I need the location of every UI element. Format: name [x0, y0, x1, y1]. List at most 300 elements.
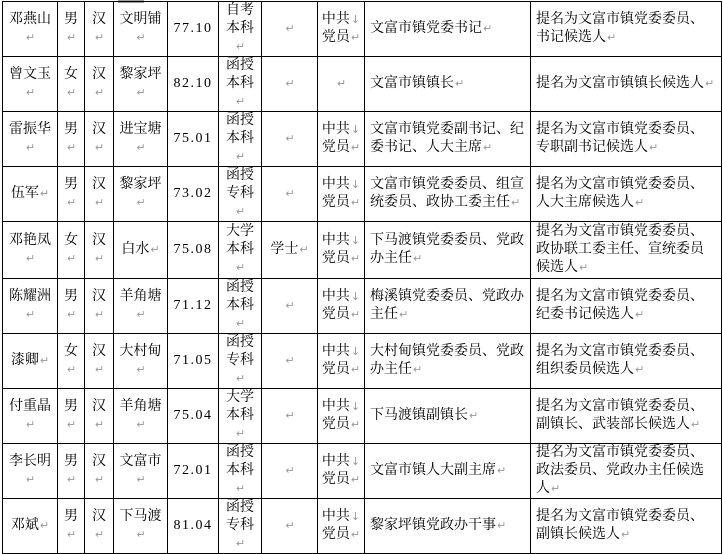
position-cell-text: 下马渡镇党委委员、党政办主任	[370, 233, 524, 266]
nomination-cell-text: 提名为文富市镇党委委员、政法委员、党政办主任候选人	[536, 445, 704, 496]
degree-cell[interactable]	[262, 279, 318, 334]
position-cell-text: 文富市镇人大副主席	[370, 463, 496, 478]
score-cell[interactable]	[168, 389, 219, 444]
birthplace-cell[interactable]	[114, 444, 168, 499]
birthplace-cell-text: 羊角塘	[119, 399, 162, 414]
cell-end-mark: ↵	[136, 528, 146, 541]
education-cell-line: 函授	[226, 58, 254, 73]
party-cell-line: 中共	[321, 12, 350, 27]
party-cell[interactable]	[318, 57, 365, 112]
cell-end-mark: ↵	[25, 31, 36, 44]
gender-cell-text: 女	[64, 67, 78, 82]
cell-end-mark: ↵	[66, 86, 77, 99]
ethnicity-cell[interactable]	[85, 389, 114, 444]
personnel-table	[2, 1, 722, 554]
position-cell-text: 梅溪镇党委委员、党政办主任	[370, 289, 524, 322]
cell-end-mark: ↵	[94, 528, 105, 541]
name-cell[interactable]	[3, 279, 58, 334]
cell-end-mark: ↵	[285, 464, 295, 477]
cell-end-mark: ↵	[413, 252, 423, 265]
cell-end-mark: ↵	[551, 482, 561, 495]
ethnicity-cell[interactable]	[85, 222, 114, 279]
cell-end-mark: ↵	[285, 519, 295, 532]
cell-end-mark: ↵	[25, 473, 36, 486]
party-cell-line: 党员	[321, 472, 350, 487]
party-cell-line: 党员	[321, 251, 350, 266]
cell-end-mark: ↵	[235, 205, 246, 218]
position-cell-text: 下马渡镇副镇长	[370, 408, 468, 423]
party-cell[interactable]	[318, 389, 365, 444]
ethnicity-cell-text: 汉	[92, 122, 106, 137]
education-cell[interactable]	[219, 57, 262, 112]
table-row	[3, 112, 722, 167]
position-cell[interactable]	[365, 334, 531, 389]
degree-cell[interactable]	[262, 2, 318, 57]
ethnicity-cell[interactable]	[85, 334, 114, 389]
line-break-mark: ↓	[350, 123, 361, 136]
nomination-cell[interactable]	[531, 222, 722, 279]
education-cell[interactable]	[219, 112, 262, 167]
degree-cell[interactable]	[262, 389, 318, 444]
score-cell-text: 71.05	[173, 353, 213, 368]
cell-end-mark: ↵	[607, 31, 617, 44]
name-cell[interactable]	[3, 444, 58, 499]
position-cell-text: 文富市镇镇长	[370, 76, 454, 91]
name-cell[interactable]	[3, 389, 58, 444]
cell-end-mark: ↵	[94, 308, 105, 321]
education-cell[interactable]	[219, 167, 262, 222]
nomination-cell-text: 提名为文富市镇党委委员、组织委员候选人	[536, 344, 704, 377]
gender-cell-text: 男	[64, 509, 78, 524]
cell-end-mark: ↵	[66, 31, 77, 44]
cell-end-mark: ↵	[621, 528, 631, 541]
name-cell-text: 曾文玉	[9, 67, 51, 82]
education-cell-line: 函授	[226, 168, 254, 183]
cell-end-mark: ↵	[235, 427, 246, 440]
cell-end-mark: ↵	[350, 363, 361, 376]
line-break-mark: ↓	[350, 455, 361, 468]
degree-cell[interactable]	[262, 57, 318, 112]
position-cell[interactable]	[365, 167, 531, 222]
name-cell[interactable]	[3, 334, 58, 389]
name-cell-text: 雷振华	[9, 122, 51, 137]
position-cell[interactable]	[365, 279, 531, 334]
party-cell-line: 党员	[321, 30, 350, 45]
cell-end-mark: ↵	[350, 31, 361, 44]
name-cell-text: 付重晶	[9, 399, 51, 414]
education-cell[interactable]	[219, 389, 262, 444]
name-cell-text: 陈耀洲	[9, 289, 51, 304]
gender-cell-text: 男	[64, 399, 78, 414]
party-cell-line: 中共	[321, 509, 350, 524]
line-break-mark: ↓	[350, 345, 361, 358]
name-cell-text: 邓斌	[10, 518, 39, 533]
nomination-cell-text: 提名为文富市镇党委委员、纪委书记候选人	[536, 289, 704, 322]
cell-end-mark: ↵	[649, 141, 659, 154]
score-cell[interactable]	[168, 499, 219, 554]
cell-end-mark: ↵	[455, 77, 465, 90]
cell-end-mark: ↵	[483, 141, 493, 154]
cell-end-mark: ↵	[39, 187, 50, 200]
cell-end-mark: ↵	[235, 150, 246, 163]
birthplace-cell-text: 黎家坪	[119, 67, 162, 82]
position-cell-text: 文富市镇党委副书记、纪委书记、人大主席	[370, 122, 524, 155]
birthplace-cell[interactable]	[114, 499, 168, 554]
ethnicity-cell-text: 汉	[92, 454, 106, 469]
score-cell-text: 81.04	[173, 518, 213, 533]
cell-end-mark: ↵	[66, 528, 77, 541]
score-cell[interactable]	[168, 112, 219, 167]
party-cell[interactable]	[318, 279, 365, 334]
education-cell-line: 专科	[226, 518, 254, 533]
cell-end-mark: ↵	[94, 141, 105, 154]
party-cell-line: 党员	[321, 140, 350, 155]
name-cell[interactable]	[3, 2, 58, 57]
birthplace-cell-text: 文富市	[119, 454, 162, 469]
ethnicity-cell-text: 汉	[92, 12, 106, 27]
cell-end-mark: ↵	[399, 308, 409, 321]
party-cell[interactable]	[318, 112, 365, 167]
gender-cell-text: 男	[64, 454, 78, 469]
education-cell[interactable]	[219, 2, 262, 57]
table-row	[3, 499, 722, 554]
table-row	[3, 444, 722, 499]
education-cell-line: 自考	[226, 3, 254, 18]
name-cell[interactable]	[3, 57, 58, 112]
education-cell-line: 本科	[226, 463, 254, 478]
gender-cell[interactable]	[58, 444, 85, 499]
table-row	[3, 2, 722, 57]
gender-cell[interactable]	[58, 57, 85, 112]
cell-end-mark: ↵	[235, 261, 246, 274]
name-cell-text: 伍军	[10, 186, 39, 201]
score-cell[interactable]	[168, 279, 219, 334]
birthplace-cell[interactable]	[114, 167, 168, 222]
name-cell[interactable]	[3, 499, 58, 554]
score-cell-text: 72.01	[173, 463, 213, 478]
ethnicity-cell[interactable]	[85, 112, 114, 167]
cell-end-mark: ↵	[350, 252, 361, 265]
table-row	[3, 167, 722, 222]
education-cell-line: 函授	[226, 280, 254, 295]
party-cell-line: 中共	[321, 177, 350, 192]
cell-end-mark: ↵	[235, 482, 246, 495]
cell-end-mark: ↵	[94, 418, 105, 431]
party-cell-line: 中共	[321, 289, 350, 304]
birthplace-cell-text: 大村甸	[119, 344, 162, 359]
cell-end-mark: ↵	[66, 141, 77, 154]
nomination-cell-text: 提名为文富市镇党委委员、副镇长、武装部长候选人	[536, 399, 704, 432]
line-break-mark: ↓	[350, 13, 361, 26]
cell-end-mark: ↵	[299, 243, 309, 256]
cell-end-mark: ↵	[336, 77, 347, 90]
cell-end-mark: ↵	[39, 354, 50, 367]
cell-end-mark: ↵	[66, 308, 77, 321]
table-row	[3, 389, 722, 444]
cell-end-mark: ↵	[705, 77, 715, 90]
education-cell-line: 本科	[226, 21, 254, 36]
cell-end-mark: ↵	[136, 418, 146, 431]
gender-cell-text: 男	[64, 177, 78, 192]
position-cell[interactable]	[365, 222, 531, 279]
ethnicity-cell[interactable]	[85, 2, 114, 57]
name-cell-text: 邓燕山	[9, 12, 51, 27]
ethnicity-cell-text: 汉	[92, 233, 106, 248]
cell-end-mark: ↵	[66, 418, 77, 431]
score-cell[interactable]	[168, 334, 219, 389]
party-cell[interactable]	[318, 499, 365, 554]
cell-end-mark: ↵	[469, 409, 479, 422]
birthplace-cell[interactable]	[114, 389, 168, 444]
party-cell-line: 中共	[321, 344, 350, 359]
cell-end-mark: ↵	[235, 537, 246, 550]
party-cell-line: 中共	[321, 122, 350, 137]
cell-end-mark: ↵	[497, 464, 507, 477]
line-break-mark: ↓	[350, 290, 361, 303]
nomination-cell-text: 提名为文富市镇党委委员、副镇长候选人	[536, 509, 704, 542]
nomination-cell[interactable]	[531, 389, 722, 444]
cell-end-mark: ↵	[136, 196, 146, 209]
table-row	[3, 222, 722, 279]
nomination-cell[interactable]	[531, 2, 722, 57]
gender-cell[interactable]	[58, 499, 85, 554]
cell-end-mark: ↵	[497, 519, 507, 532]
nomination-cell[interactable]	[531, 167, 722, 222]
cell-end-mark: ↵	[25, 308, 36, 321]
degree-cell[interactable]	[262, 444, 318, 499]
cell-end-mark: ↵	[635, 196, 645, 209]
cell-end-mark: ↵	[136, 86, 146, 99]
name-cell[interactable]	[3, 112, 58, 167]
gender-cell[interactable]	[58, 389, 85, 444]
ethnicity-cell[interactable]	[85, 167, 114, 222]
party-cell[interactable]	[318, 167, 365, 222]
position-cell[interactable]	[365, 444, 531, 499]
party-cell[interactable]	[318, 444, 365, 499]
birthplace-cell[interactable]	[114, 334, 168, 389]
gender-cell[interactable]	[58, 112, 85, 167]
ethnicity-cell[interactable]	[85, 499, 114, 554]
nomination-cell-text: 提名为文富市镇镇长候选人	[536, 76, 704, 91]
nomination-cell[interactable]	[531, 57, 722, 112]
ethnicity-cell-text: 汉	[92, 177, 106, 192]
line-break-mark: ↓	[350, 400, 361, 413]
nomination-cell[interactable]	[531, 444, 722, 499]
score-cell[interactable]	[168, 444, 219, 499]
table-row	[3, 57, 722, 112]
table-body	[3, 2, 722, 554]
ethnicity-cell[interactable]	[85, 444, 114, 499]
position-cell[interactable]	[365, 2, 531, 57]
gender-cell-text: 男	[64, 12, 78, 27]
education-cell-line: 函授	[226, 500, 254, 515]
cell-end-mark: ↵	[235, 95, 246, 108]
nomination-cell[interactable]	[531, 334, 722, 389]
cell-end-mark: ↵	[25, 252, 36, 265]
position-cell-text: 文富市镇党委书记	[370, 21, 482, 36]
birthplace-cell[interactable]	[114, 222, 168, 279]
education-cell[interactable]	[219, 222, 262, 279]
gender-cell-text: 男	[64, 289, 78, 304]
cell-end-mark: ↵	[635, 308, 645, 321]
ethnicity-cell-text: 汉	[92, 289, 106, 304]
degree-cell[interactable]	[262, 222, 318, 279]
position-cell[interactable]	[365, 389, 531, 444]
ethnicity-cell-text: 汉	[92, 67, 106, 82]
score-cell[interactable]	[168, 222, 219, 279]
table-row	[3, 334, 722, 389]
party-cell-line: 中共	[321, 399, 350, 414]
cell-end-mark: ↵	[25, 86, 36, 99]
education-cell[interactable]	[219, 334, 262, 389]
party-cell-line: 党员	[321, 195, 350, 210]
cell-end-mark: ↵	[635, 363, 645, 376]
cell-end-mark: ↵	[285, 299, 295, 312]
table-row	[3, 279, 722, 334]
position-cell-text: 大村甸镇党委委员、党政办主任	[370, 344, 524, 377]
degree-cell-text: 学士	[270, 242, 299, 257]
party-cell-line: 党员	[321, 527, 350, 542]
score-cell-text: 73.02	[173, 186, 213, 201]
gender-cell[interactable]	[58, 2, 85, 57]
cell-end-mark: ↵	[25, 418, 36, 431]
position-cell-text: 黎家坪镇党政办干事	[370, 518, 496, 533]
score-cell-text: 75.01	[173, 131, 213, 146]
nomination-cell-text: 提名为文富市镇党委委员、政协联工委主任、宣统委员候选人	[536, 224, 704, 275]
cell-end-mark: ↵	[285, 22, 295, 35]
degree-cell[interactable]	[262, 334, 318, 389]
party-cell[interactable]	[318, 222, 365, 279]
cell-end-mark: ↵	[94, 31, 105, 44]
cell-end-mark: ↵	[350, 473, 361, 486]
cell-end-mark: ↵	[150, 243, 160, 256]
cell-end-mark: ↵	[66, 196, 77, 209]
score-cell[interactable]	[168, 57, 219, 112]
birthplace-cell-text: 下马渡	[119, 509, 162, 524]
cell-end-mark: ↵	[66, 473, 77, 486]
cell-end-mark: ↵	[94, 363, 105, 376]
gender-cell-text: 女	[64, 344, 78, 359]
education-cell-line: 专科	[226, 186, 254, 201]
cell-end-mark: ↵	[39, 519, 50, 532]
education-cell-line: 大学	[226, 390, 254, 405]
party-cell[interactable]	[318, 334, 365, 389]
cell-end-mark: ↵	[66, 252, 77, 265]
ethnicity-cell[interactable]	[85, 57, 114, 112]
gender-cell[interactable]	[58, 167, 85, 222]
cell-end-mark: ↵	[136, 31, 146, 44]
ethnicity-cell-text: 汉	[92, 509, 106, 524]
score-cell-text: 82.10	[173, 76, 213, 91]
line-break-mark: ↓	[350, 510, 361, 523]
nomination-cell-text: 提名为文富市镇党委委员、专职副书记候选人	[536, 122, 704, 155]
nomination-cell[interactable]	[531, 499, 722, 554]
cell-end-mark: ↵	[483, 22, 493, 35]
score-cell-text: 75.08	[173, 242, 213, 257]
cell-end-mark: ↵	[285, 132, 295, 145]
degree-cell[interactable]	[262, 499, 318, 554]
degree-cell[interactable]	[262, 112, 318, 167]
position-cell[interactable]	[365, 112, 531, 167]
degree-cell[interactable]	[262, 167, 318, 222]
position-cell[interactable]	[365, 499, 531, 554]
ethnicity-cell-text: 汉	[92, 399, 106, 414]
education-cell-line: 本科	[226, 242, 254, 257]
cell-end-mark: ↵	[94, 86, 105, 99]
name-cell[interactable]	[3, 222, 58, 279]
cell-end-mark: ↵	[579, 261, 589, 274]
name-cell[interactable]	[3, 167, 58, 222]
name-cell-text: 李长明	[9, 454, 51, 469]
position-cell-text: 文富市镇党委委员、组宣统委员、政协工委主任	[370, 177, 524, 210]
party-cell-line: 党员	[321, 362, 350, 377]
birthplace-cell[interactable]	[114, 279, 168, 334]
cell-end-mark: ↵	[285, 354, 295, 367]
birthplace-cell[interactable]	[114, 2, 168, 57]
cell-end-mark: ↵	[350, 196, 361, 209]
score-cell[interactable]	[168, 167, 219, 222]
birthplace-cell-text: 进宝塘	[119, 122, 162, 137]
ethnicity-cell-text: 汉	[92, 344, 106, 359]
party-cell-line: 党员	[321, 417, 350, 432]
education-cell[interactable]	[219, 279, 262, 334]
nomination-cell[interactable]	[531, 112, 722, 167]
birthplace-cell[interactable]	[114, 112, 168, 167]
line-break-mark: ↓	[350, 178, 361, 191]
education-cell-line: 函授	[226, 445, 254, 460]
cell-end-mark: ↵	[25, 141, 36, 154]
name-cell-text: 邓艳凤	[9, 233, 51, 248]
nomination-cell[interactable]	[531, 279, 722, 334]
education-cell[interactable]	[219, 499, 262, 554]
nomination-cell-text: 提名为文富市镇党委委员、人大主席候选人	[536, 177, 704, 210]
cell-end-mark: ↵	[350, 418, 361, 431]
birthplace-cell-text: 羊角塘	[119, 289, 162, 304]
score-cell-text: 75.04	[173, 408, 213, 423]
cell-end-mark: ↵	[136, 308, 146, 321]
birthplace-cell-text: 文明铺	[119, 12, 162, 27]
position-cell[interactable]	[365, 57, 531, 112]
score-cell[interactable]	[168, 2, 219, 57]
cell-end-mark: ↵	[350, 308, 361, 321]
education-cell-line: 大学	[226, 224, 254, 239]
education-cell-line: 本科	[226, 298, 254, 313]
birthplace-cell[interactable]	[114, 57, 168, 112]
cell-end-mark: ↵	[511, 196, 521, 209]
party-cell-line: 中共	[321, 454, 350, 469]
gender-cell-text: 女	[64, 233, 78, 248]
birthplace-cell-text: 白水	[121, 242, 150, 257]
education-cell[interactable]	[219, 444, 262, 499]
party-cell-line: 党员	[321, 307, 350, 322]
cell-end-mark: ↵	[235, 372, 246, 385]
line-break-mark: ↓	[350, 234, 361, 247]
education-cell-line: 函授	[226, 113, 254, 128]
score-cell-text: 77.10	[173, 21, 213, 36]
education-cell-line: 函授	[226, 335, 254, 350]
education-cell-line: 本科	[226, 408, 254, 423]
party-cell-line: 中共	[321, 233, 350, 248]
party-cell[interactable]	[318, 2, 365, 57]
gender-cell[interactable]	[58, 334, 85, 389]
ethnicity-cell[interactable]	[85, 279, 114, 334]
score-cell-text: 71.12	[173, 298, 213, 313]
gender-cell[interactable]	[58, 222, 85, 279]
cell-end-mark: ↵	[136, 141, 146, 154]
birthplace-cell-text: 黎家坪	[119, 177, 162, 192]
cell-end-mark: ↵	[350, 141, 361, 154]
gender-cell[interactable]	[58, 279, 85, 334]
